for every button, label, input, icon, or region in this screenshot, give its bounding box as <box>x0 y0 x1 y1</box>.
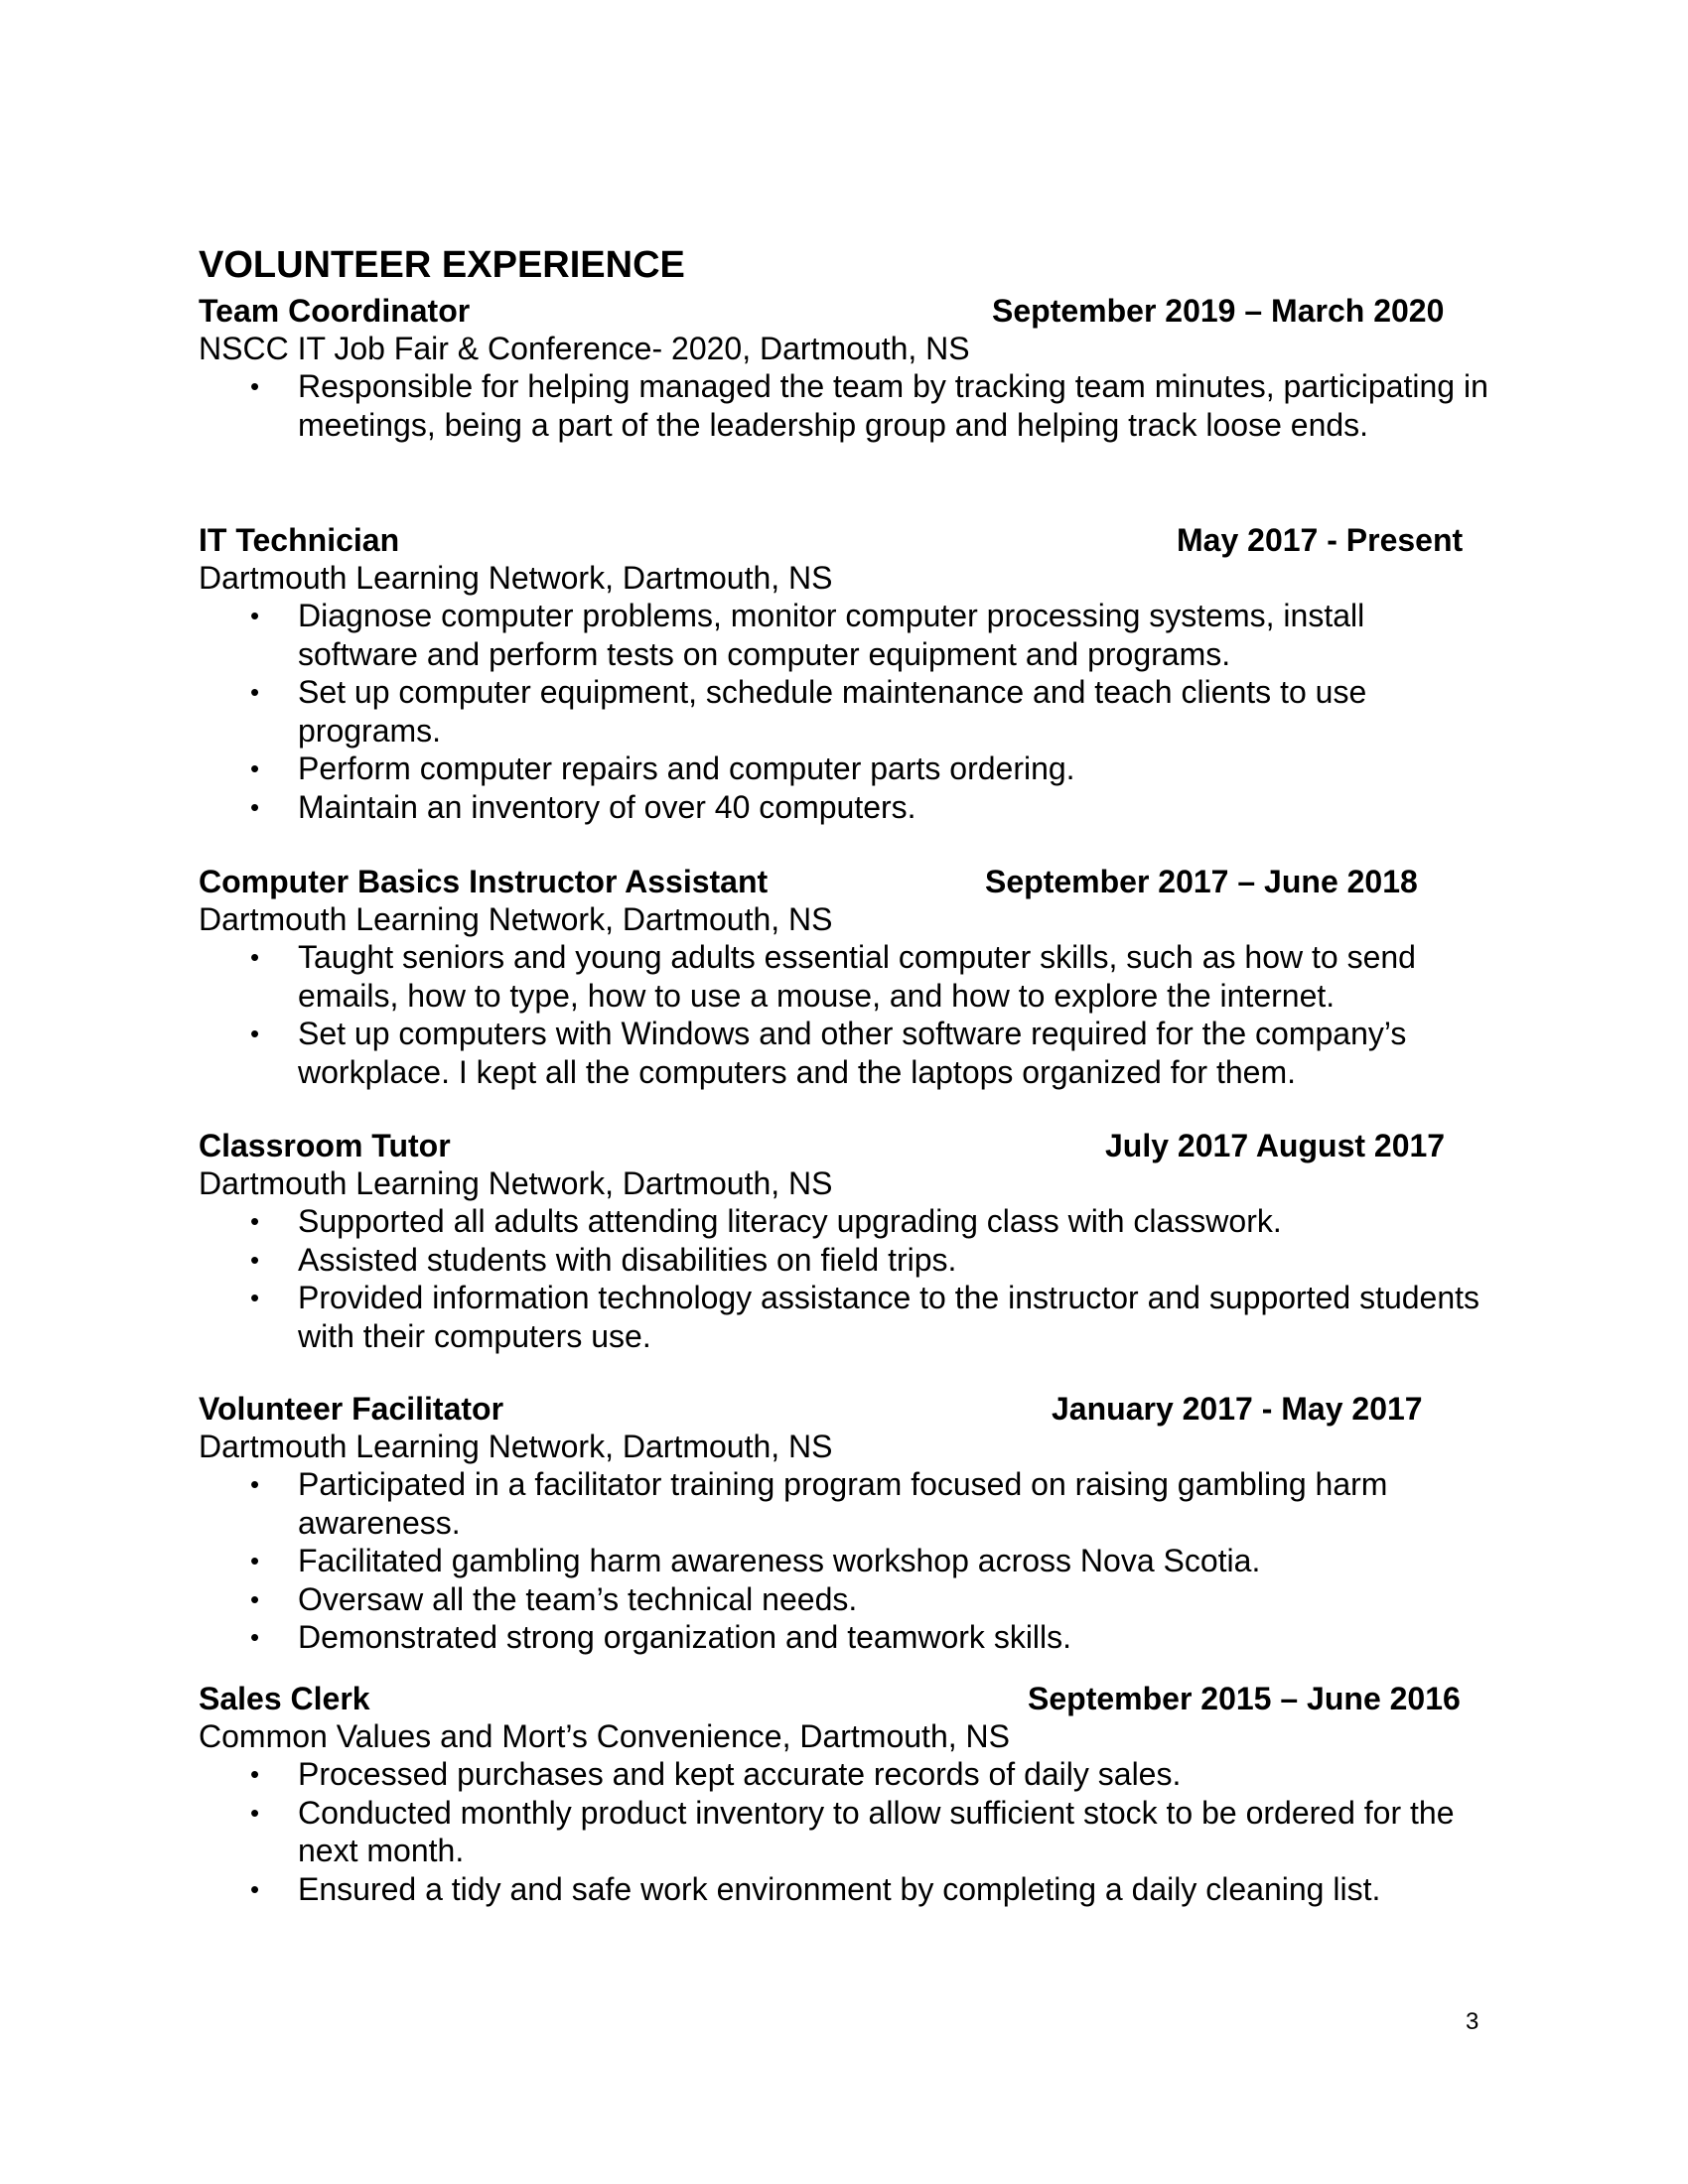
entry-bullet-text: Processed purchases and kept accurate records of daily sales. <box>298 1756 1182 1792</box>
entry-bullet <box>199 1870 1489 1909</box>
entry-bullet <box>199 1465 1489 1542</box>
entry-bullet-list <box>199 938 1489 1091</box>
entry-bullet-text: Set up computers with Windows and other software required for the company’s workplace. I kept all the computers and the laptops organized for them. <box>298 1016 1407 1090</box>
experience-entry <box>199 863 1489 1091</box>
bullet-icon: • <box>250 942 260 972</box>
experience-entry <box>199 521 1489 826</box>
entry-bullet-text: Oversaw all the team’s technical needs. <box>298 1580 858 1617</box>
experience-entry <box>199 1680 1489 1908</box>
entry-bullet-text: Assisted students with disabilities on field trips. <box>298 1241 957 1278</box>
entry-organization: Common Values and Mort’s Convenience, Dartmouth, NS <box>199 1718 1010 1754</box>
bullet-icon: • <box>250 791 260 822</box>
entry-role: Sales Clerk <box>199 1681 370 1716</box>
entry-bullet-text: Provided information technology assistance to the instructor and supported students with their computers use. <box>298 1280 1480 1354</box>
bullet-icon: • <box>250 1244 260 1275</box>
entry-bullet-text: Perform computer repairs and computer parts ordering. <box>298 751 1075 786</box>
entry-bullet <box>199 1794 1489 1870</box>
bullet-icon: • <box>250 677 260 707</box>
entry-bullet <box>199 750 1489 788</box>
experience-entry <box>199 1390 1489 1657</box>
entry-bullet-text: Diagnose computer problems, monitor computer processing systems, install software and perform tests on computer equipment and programs. <box>298 598 1365 672</box>
bullet-icon: • <box>250 1622 260 1652</box>
bullet-icon: • <box>250 1206 260 1236</box>
entry-bullet <box>199 597 1489 673</box>
bullet-icon: • <box>250 1583 260 1614</box>
entry-header <box>199 292 1489 330</box>
bullet-icon: • <box>250 1873 260 1904</box>
entry-organization: Dartmouth Learning Network, Dartmouth, NS <box>199 1429 833 1464</box>
entry-bullet <box>199 1618 1489 1657</box>
section-title: VOLUNTEER EXPERIENCE <box>199 244 685 286</box>
entry-organization: NSCC IT Job Fair & Conference- 2020, Dartmouth, NS <box>199 331 970 366</box>
entry-bullet <box>199 1580 1489 1619</box>
bullet-icon: • <box>250 1019 260 1048</box>
entry-bullet <box>199 1542 1489 1580</box>
entry-bullet-text: Facilitated gambling harm awareness workshop across Nova Scotia. <box>298 1543 1261 1578</box>
entry-role: Volunteer Facilitator <box>199 1391 504 1427</box>
bullet-icon: • <box>250 1759 260 1789</box>
entry-bullet <box>199 1279 1489 1355</box>
entry-organization: Dartmouth Learning Network, Dartmouth, NS <box>199 901 833 937</box>
bullet-icon: • <box>250 1797 260 1828</box>
page-number: 3 <box>1466 2008 1479 2035</box>
entry-bullet-list <box>199 1465 1489 1657</box>
entry-dates: September 2015 – June 2016 <box>1028 1681 1461 1716</box>
entry-bullet-text: Ensured a tidy and safe work environment by completing a daily cleaning list. <box>298 1870 1381 1907</box>
entry-dates: September 2019 – March 2020 <box>992 293 1445 329</box>
entry-dates: July 2017 August 2017 <box>1105 1128 1446 1163</box>
entry-bullet <box>199 1241 1489 1280</box>
bullet-icon: • <box>250 1469 260 1499</box>
entry-bullet <box>199 1202 1489 1241</box>
entry-bullet-text: Participated in a facilitator training program focused on raising gambling harm awareness. <box>298 1466 1388 1541</box>
bullet-icon: • <box>250 1546 260 1575</box>
entry-header <box>199 521 1489 559</box>
entry-bullet-text: Conducted monthly product inventory to allow sufficient stock to be ordered for the next month. <box>298 1794 1455 1868</box>
entry-header <box>199 1680 1489 1717</box>
experience-entry <box>199 292 1489 444</box>
entry-header <box>199 1127 1489 1164</box>
entry-bullet <box>199 367 1489 444</box>
entry-role: Team Coordinator <box>199 293 471 329</box>
entry-bullet <box>199 1755 1489 1794</box>
entry-bullet-list <box>199 1202 1489 1355</box>
entry-header <box>199 863 1489 900</box>
entry-bullet-text: Taught seniors and young adults essential computer skills, such as how to send emails, how to type, how to use a mouse, and how to explore the internet. <box>298 939 1416 1014</box>
entry-bullet <box>199 673 1489 750</box>
entry-role: Computer Basics Instructor Assistant <box>199 864 769 899</box>
entry-bullet-list <box>199 1755 1489 1908</box>
entry-bullet-list <box>199 367 1489 444</box>
entry-organization: Dartmouth Learning Network, Dartmouth, NS <box>199 1165 833 1201</box>
bullet-icon: • <box>250 1283 260 1312</box>
entry-bullet-text: Supported all adults attending literacy upgrading class with classwork. <box>298 1203 1282 1239</box>
entry-bullet <box>199 788 1489 827</box>
bullet-icon: • <box>250 371 260 401</box>
entry-role: IT Technician <box>199 522 400 558</box>
entry-dates: May 2017 - Present <box>1177 522 1464 558</box>
entry-bullet-text: Maintain an inventory of over 40 computers. <box>298 788 916 825</box>
bullet-icon: • <box>250 601 260 630</box>
entry-bullet-text: Responsible for helping managed the team by tracking team minutes, participating in meetings, being a part of the leadership group and helping track loose ends. <box>298 368 1488 443</box>
entry-bullet-text: Set up computer equipment, schedule maintenance and teach clients to use programs. <box>298 674 1367 749</box>
entry-bullet-text: Demonstrated strong organization and teamwork skills. <box>298 1619 1072 1655</box>
entry-dates: September 2017 – June 2018 <box>985 864 1418 899</box>
experience-entry <box>199 1127 1489 1355</box>
entry-header <box>199 1390 1489 1428</box>
entry-organization: Dartmouth Learning Network, Dartmouth, NS <box>199 560 833 596</box>
entry-dates: January 2017 - May 2017 <box>1052 1391 1423 1427</box>
entry-bullet <box>199 938 1489 1015</box>
entry-bullet <box>199 1015 1489 1091</box>
entry-bullet-list <box>199 597 1489 826</box>
entry-role: Classroom Tutor <box>199 1128 451 1163</box>
bullet-icon: • <box>250 753 260 783</box>
